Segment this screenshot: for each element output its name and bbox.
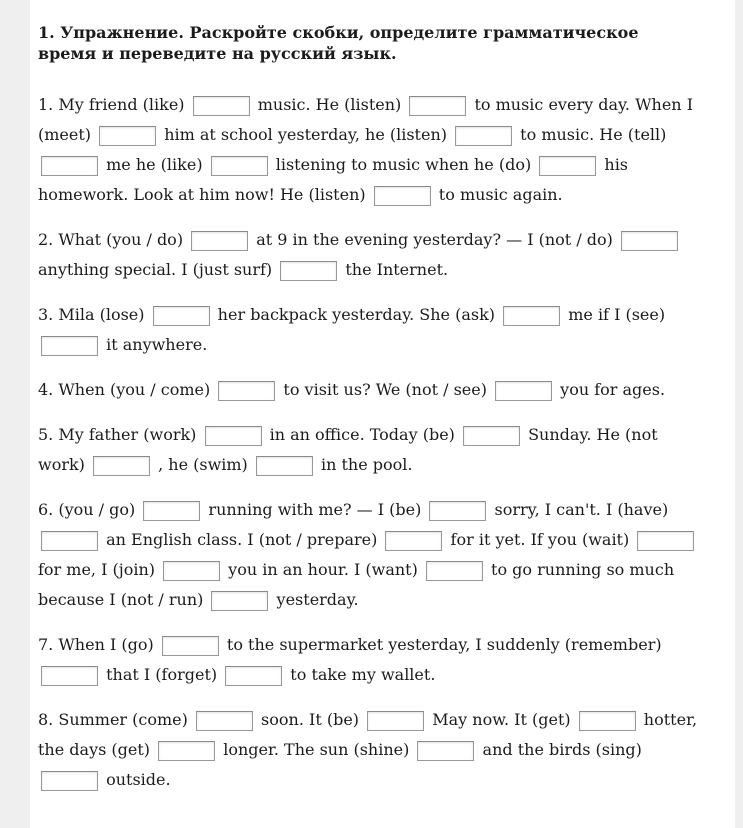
answer-input[interactable] [503, 306, 560, 326]
answer-input[interactable] [211, 156, 268, 176]
exercise-text: him at school yesterday, he (listen) [159, 125, 453, 144]
exercise-text: his homework. Look at him now! He (listen) [38, 155, 629, 204]
answer-input[interactable] [41, 666, 98, 686]
exercise-text: Sunday. He (not work) [38, 425, 658, 474]
answer-input[interactable] [225, 666, 282, 686]
exercise-7 [38, 630, 699, 690]
answer-input[interactable] [256, 456, 313, 476]
exercise-text: 4. When (you / come) [38, 380, 216, 399]
exercise-text: for me, I (join) [38, 560, 161, 579]
exercise-text: for it yet. If you (wait) [445, 530, 635, 549]
answer-input[interactable] [579, 711, 636, 731]
exercise-text: sorry, I can't. I (have) [489, 500, 669, 519]
exercise-text: at 9 in the evening yesterday? — I (not / do) [251, 230, 618, 249]
answer-input[interactable] [41, 531, 98, 551]
exercise-text: you in an hour. I (want) [223, 560, 423, 579]
exercise-text: 5. My father (work) [38, 425, 202, 444]
answer-input[interactable] [621, 231, 678, 251]
exercise-text: hotter, the days (get) [38, 710, 698, 759]
answer-input[interactable] [218, 381, 275, 401]
answer-input[interactable] [417, 741, 474, 761]
exercise-8 [38, 705, 699, 795]
exercise-text: me if I (see) [563, 305, 666, 324]
exercise-text: me he (like) [101, 155, 208, 174]
answer-input[interactable] [429, 501, 486, 521]
answer-input[interactable] [158, 741, 215, 761]
answer-input[interactable] [196, 711, 253, 731]
exercise-text: 7. When I (go) [38, 635, 159, 654]
exercise-text: outside. [101, 770, 171, 789]
answer-input[interactable] [41, 336, 98, 356]
answer-input[interactable] [41, 771, 98, 791]
exercise-text: yesterday. [271, 590, 359, 609]
exercise-text: to take my wallet. [285, 665, 436, 684]
exercise-text: the Internet. [340, 260, 449, 279]
exercise-text: in the pool. [315, 455, 413, 474]
answer-input[interactable] [463, 426, 520, 446]
exercise-text: to music again. [433, 185, 563, 204]
exercise-5 [38, 420, 699, 480]
exercise-text: and the birds (sing) [477, 740, 642, 759]
exercise-text: to visit us? We (not / see) [278, 380, 493, 399]
exercise-text: listening to music when he (do) [270, 155, 537, 174]
answer-input[interactable] [374, 186, 431, 206]
exercise-text: to the supermarket yesterday, I suddenly (remember) [221, 635, 662, 654]
exercise-text: May now. It (get) [427, 710, 576, 729]
exercise-text: to music every day. When I (meet) [38, 95, 694, 144]
exercise-title: 1. Упражнение. Раскройте скобки, определите грамматическое время и переведите на русский язык. [38, 23, 639, 63]
answer-input[interactable] [162, 636, 219, 656]
exercise-3 [38, 300, 699, 360]
answer-input[interactable] [367, 711, 424, 731]
exercise-text: running with me? — I (be) [203, 500, 427, 519]
exercise-text: , he (swim) [153, 455, 253, 474]
exercise-4 [38, 375, 699, 405]
exercise-text: 8. Summer (come) [38, 710, 193, 729]
exercise-6 [38, 495, 699, 615]
exercise-text: to music. He (tell) [515, 125, 667, 144]
answer-input[interactable] [93, 456, 150, 476]
answer-input[interactable] [143, 501, 200, 521]
exercise-list [38, 90, 699, 795]
answer-input[interactable] [191, 231, 248, 251]
exercise-text: 3. Mila (lose) [38, 305, 150, 324]
answer-input[interactable] [455, 126, 512, 146]
exercise-page [30, 0, 735, 828]
exercise-text: 2. What (you / do) [38, 230, 189, 249]
exercise-text: in an office. Today (be) [264, 425, 460, 444]
exercise-text: longer. The sun (shine) [218, 740, 415, 759]
exercise-text: 6. (you / go) [38, 500, 141, 519]
answer-input[interactable] [153, 306, 210, 326]
exercise-1 [38, 90, 699, 210]
exercise-text: that I (forget) [101, 665, 223, 684]
answer-input[interactable] [280, 261, 337, 281]
answer-input[interactable] [539, 156, 596, 176]
exercise-text: soon. It (be) [255, 710, 365, 729]
answer-input[interactable] [99, 126, 156, 146]
exercise-text: an English class. I (not / prepare) [101, 530, 383, 549]
exercise-text: it anywhere. [101, 335, 208, 354]
answer-input[interactable] [193, 96, 250, 116]
answer-input[interactable] [385, 531, 442, 551]
exercise-2 [38, 225, 699, 285]
exercise-text: music. He (listen) [252, 95, 407, 114]
answer-input[interactable] [205, 426, 262, 446]
exercise-text: 1. My friend (like) [38, 95, 190, 114]
answer-input[interactable] [41, 156, 98, 176]
exercise-text: her backpack yesterday. She (ask) [212, 305, 501, 324]
answer-input[interactable] [409, 96, 466, 116]
exercise-text: anything special. I (just surf) [38, 260, 278, 279]
answer-input[interactable] [426, 561, 483, 581]
exercise-text: to go running so much because I (not / run) [38, 560, 675, 609]
answer-input[interactable] [495, 381, 552, 401]
answer-input[interactable] [211, 591, 268, 611]
answer-input[interactable] [163, 561, 220, 581]
exercise-text: you for ages. [555, 380, 666, 399]
answer-input[interactable] [637, 531, 694, 551]
